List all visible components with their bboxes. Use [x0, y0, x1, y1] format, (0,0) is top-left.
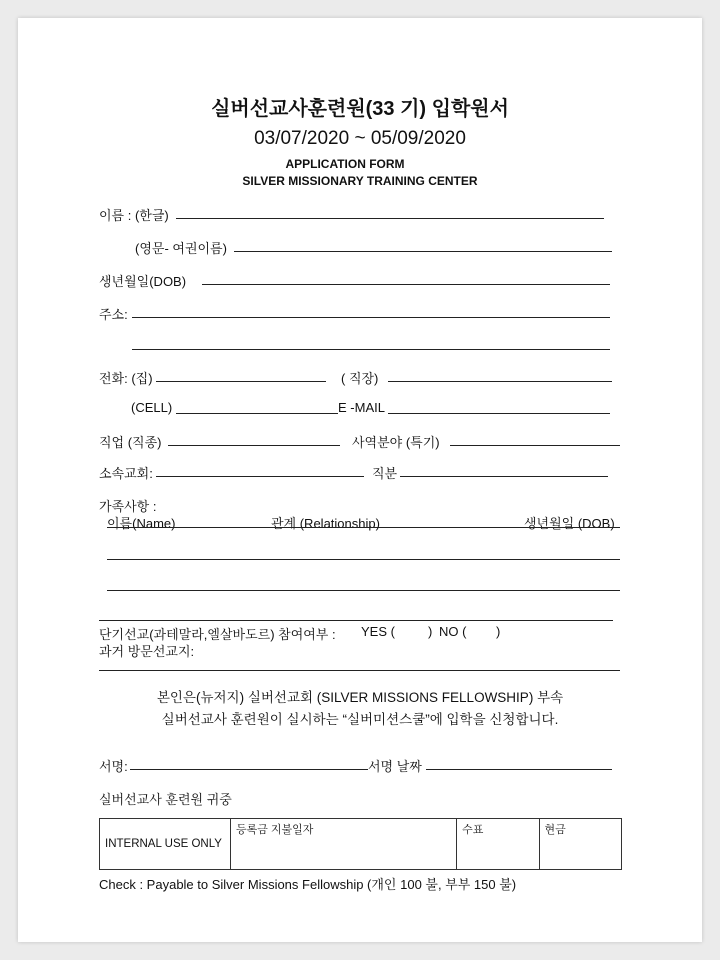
cash-cell[interactable]: 현금	[539, 819, 621, 870]
family-col-relation: 관계 (Relationship)	[271, 516, 380, 531]
internal-use-table	[99, 818, 622, 870]
cell-line[interactable]	[176, 413, 338, 414]
declaration-line-2: 실버선교사 훈련원이 실시하는 “실버미션스쿨”에 입학을 신청합니다.	[161, 712, 559, 727]
family-header-underline	[107, 527, 620, 528]
family-col-name: 이름(Name)	[107, 516, 176, 531]
church-label: 소속교회:	[99, 466, 153, 481]
position-label: 직분	[372, 466, 398, 481]
name-english-line[interactable]	[234, 251, 612, 252]
addressee: 실버선교사 훈련원 귀중	[99, 792, 232, 807]
name-english-label: (영문- 여권이름)	[135, 241, 227, 256]
family-row-line-1[interactable]	[107, 559, 620, 560]
internal-use-label: INTERNAL USE ONLY	[100, 819, 231, 870]
check-payable-note: Check : Payable to Silver Missions Fellowship (개인 100 불, 부부 150 불)	[99, 877, 517, 892]
center-name-heading: SILVER MISSIONARY TRAINING CENTER	[242, 174, 478, 188]
occupation-line[interactable]	[168, 445, 340, 446]
yes-option[interactable]: YES (	[361, 624, 395, 639]
form-title: 실버선교사훈련원(33 기) 입학원서	[211, 98, 509, 120]
phone-home-line[interactable]	[156, 381, 326, 382]
occupation-label: 직업 (직종)	[99, 435, 162, 450]
email-line[interactable]	[388, 413, 610, 414]
signature-date-label: 서명 날짜	[368, 759, 422, 774]
family-row-line-2[interactable]	[107, 590, 620, 591]
yes-option-close: )	[428, 624, 433, 639]
check-cell[interactable]: 수표	[457, 819, 539, 870]
family-col-dob: 생년월일 (DOB)	[524, 516, 615, 531]
address-line-1[interactable]	[132, 317, 610, 318]
ministry-field-line[interactable]	[450, 445, 620, 446]
family-heading: 가족사항 :	[99, 499, 157, 514]
signature-label: 서명:	[99, 759, 128, 774]
position-line[interactable]	[400, 476, 608, 477]
signature-line[interactable]	[130, 769, 368, 770]
phone-work-label: ( 직장)	[341, 371, 379, 386]
dob-label: 생년월일(DOB)	[99, 274, 187, 289]
church-line[interactable]	[156, 476, 364, 477]
short-term-question: 단기선교(과테말라,엘살바도르) 참여여부 :	[99, 627, 336, 642]
payment-date-cell[interactable]: 등록금 지불일자	[231, 819, 457, 870]
phone-home-label: 전화: (집)	[99, 371, 153, 386]
no-option-close: )	[496, 624, 501, 639]
address-label: 주소:	[99, 307, 128, 322]
dob-line[interactable]	[202, 284, 610, 285]
past-visits-line[interactable]	[99, 670, 620, 671]
family-row-line-3[interactable]	[99, 620, 613, 621]
email-label: E -MAIL	[338, 400, 385, 415]
name-korean-label: 이름 : (한글)	[99, 208, 169, 223]
declaration-line-1: 본인은(뉴저지) 실버선교회 (SILVER MISSIONS FELLOWSHIP) 부속	[156, 690, 564, 705]
program-dates: 03/07/2020 ~ 05/09/2020	[254, 128, 466, 149]
past-visits-label: 과거 방문선교지:	[99, 644, 195, 659]
no-option[interactable]: NO (	[439, 624, 467, 639]
cell-label: (CELL)	[131, 400, 173, 415]
application-form-heading: APPLICATION FORM	[285, 157, 405, 171]
ministry-field-label: 사역분야 (특기)	[352, 435, 440, 450]
name-korean-line[interactable]	[176, 218, 604, 219]
phone-work-line[interactable]	[388, 381, 612, 382]
address-line-2[interactable]	[132, 349, 610, 350]
signature-date-line[interactable]	[426, 769, 612, 770]
